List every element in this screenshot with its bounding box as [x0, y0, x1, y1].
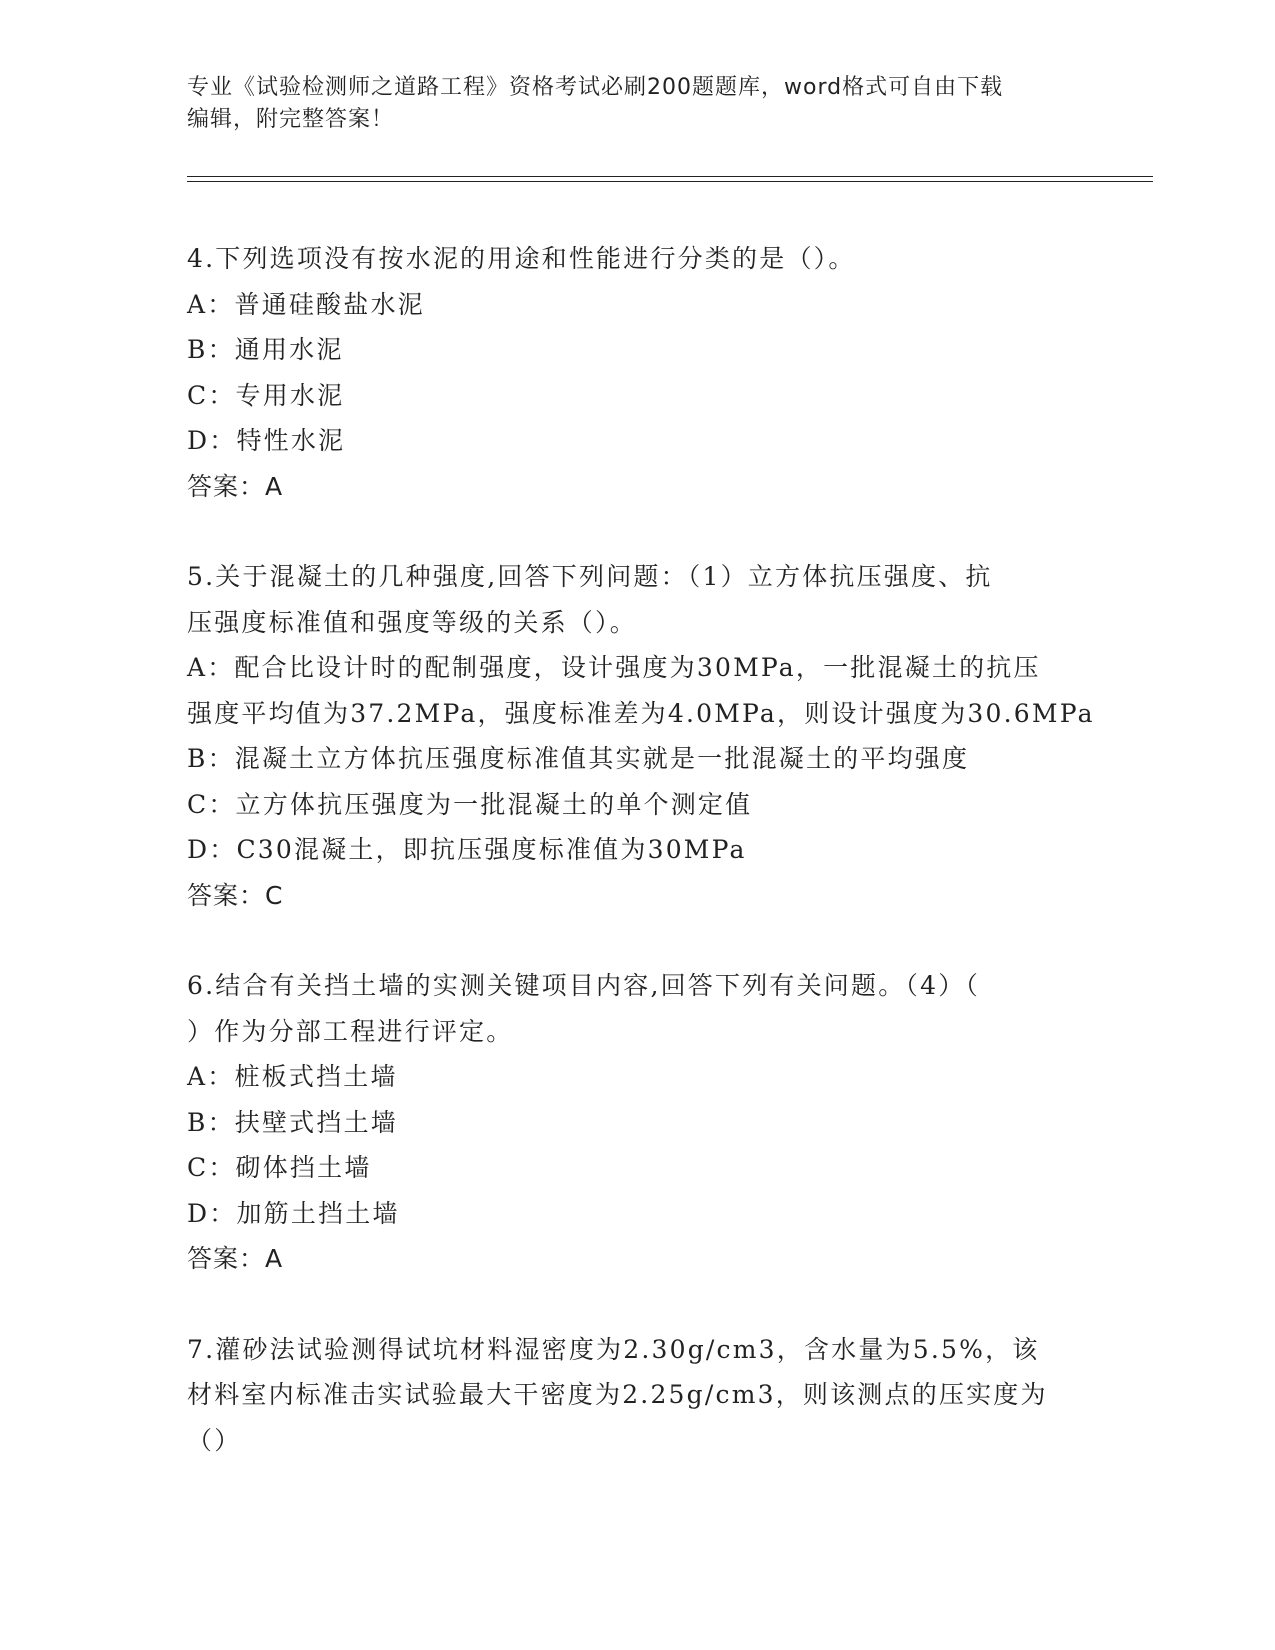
- question-7: [187, 1327, 1107, 1464]
- answer-label: 答案：A: [187, 1244, 284, 1273]
- question-stem: 压强度标准值和强度等级的关系（）。: [187, 607, 637, 637]
- question-5: [187, 554, 1107, 918]
- question-stem: 6.结合有关挡土墙的实测关键项目内容,回答下列有关问题。（4）（: [187, 971, 981, 1000]
- question-4: [187, 236, 1107, 509]
- option-b: B：扶壁式挡土墙: [187, 1107, 398, 1137]
- option-b: B：通用水泥: [187, 335, 344, 364]
- question-stem: 4.下列选项没有按水泥的用途和性能进行分类的是（）。: [187, 244, 856, 273]
- option-d: D：C30混凝土，即抗压强度标准值为30MPa: [187, 835, 747, 864]
- answer-label: 答案：A: [187, 471, 284, 501]
- option-b: B：混凝土立方体抗压强度标准值其实就是一批混凝土的平均强度: [187, 744, 970, 773]
- option-a: A：配合比设计时的配制强度，设计强度为30MPa，一批混凝土的抗压: [187, 653, 1041, 682]
- question-stem: 7.灌砂法试验测得试坑材料湿密度为2.30g/cm3，含水量为5.5%，该: [187, 1334, 1040, 1364]
- header-line-2: 编辑，附完整答案！: [187, 107, 395, 132]
- header-divider-top: [187, 176, 1153, 177]
- question-6: [187, 963, 1107, 1282]
- option-c: C：砌体挡土墙: [187, 1153, 372, 1182]
- question-stem: 材料室内标准击实试验最大干密度为2.25g/cm3，则该测点的压实度为: [187, 1380, 1048, 1409]
- question-stem: 5.关于混凝土的几种强度,回答下列问题：（1）立方体抗压强度、抗: [187, 562, 993, 591]
- answer-label: 答案：C: [187, 880, 284, 910]
- option-a: A：桩板式挡土墙: [187, 1062, 398, 1091]
- question-list: [187, 236, 1107, 1508]
- option-a-continued: 强度平均值为37.2MPa，强度标准差为4.0MPa，则设计强度为30.6MPa: [187, 698, 1095, 728]
- header-divider-bottom: [187, 181, 1153, 182]
- option-d: D：加筋土挡土墙: [187, 1198, 400, 1228]
- header-line-1: 专业《试验检测师之道路工程》资格考试必刷200题题库，word格式可自由下载: [187, 75, 1004, 100]
- document-header: [187, 72, 1087, 136]
- question-stem: ）作为分部工程进行评定。: [187, 1016, 514, 1046]
- question-stem: （）: [187, 1425, 242, 1455]
- option-c: C：立方体抗压强度为一批混凝土的单个测定值: [187, 789, 753, 819]
- option-a: A：普通硅酸盐水泥: [187, 289, 425, 319]
- option-c: C：专用水泥: [187, 380, 345, 410]
- option-d: D：特性水泥: [187, 426, 346, 455]
